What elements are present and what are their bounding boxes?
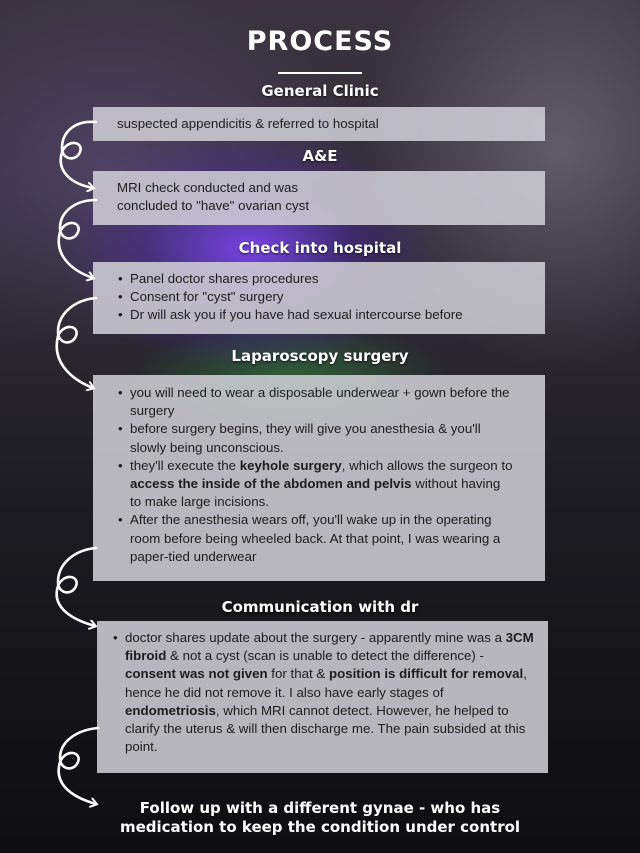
communication-text: for that &: [267, 666, 329, 682]
flow-arrow-3: [57, 298, 96, 388]
footer-line-2: medication to keep the condition under control: [119, 818, 521, 836]
laparoscopy-item-text: without having to make large incisions.: [130, 476, 501, 510]
position-emphasis: position is difficult for removal: [328, 666, 524, 682]
endometriosis-emphasis: endometriosis: [125, 702, 216, 718]
heading-communication: Communication with dr: [221, 598, 419, 616]
check-in-item: • Dr will ask you if you have had sexual intercourse before: [118, 306, 545, 324]
laparoscopy-item-text: they'll execute the: [130, 457, 240, 473]
check-in-item: • Panel doctor shares procedures: [118, 270, 545, 288]
fibroid-emphasis: 3CM fibroid: [125, 630, 534, 664]
flow-arrow-5: [59, 728, 98, 804]
flow-arrow-2: [59, 200, 96, 278]
communication-text: doctor shares update about the surgery - apparently mine was a: [125, 630, 506, 645]
flow-arrow-4: [57, 548, 96, 626]
heading-laparoscopy: Laparoscopy surgery: [231, 347, 409, 365]
flow-arrow-1: [61, 122, 96, 188]
communication-text: & not a cyst (scan is unable to detect the difference) -: [166, 648, 484, 664]
laparoscopy-item-text: , which allows the surgeon to: [341, 457, 513, 473]
page-title: PROCESS: [246, 26, 394, 57]
ae-line-2: concluded to "have" ovarian cyst: [117, 198, 310, 214]
laparoscopy-item: • After the anesthesia wears off, you'll wake up in the operating room before being wheeled back. At that point, I was wearing a paper-tied underwear: [118, 511, 515, 566]
check-in-item: • Consent for "cyst" surgery: [118, 288, 545, 306]
heading-check-in: Check into hospital: [238, 239, 402, 257]
communication-text: , which MRI cannot detect. However, he helped to clarify the uterus & will then discharge me. The pain subsided at this point.: [125, 702, 526, 755]
abdomen-pelvis-emphasis: access the inside of the abdomen and pelvis: [130, 476, 412, 492]
keyhole-surgery-emphasis: keyhole surgery: [239, 457, 342, 473]
heading-general-clinic: General Clinic: [261, 82, 379, 100]
consent-emphasis: consent was not given: [125, 666, 268, 682]
general-clinic-text: suspected appendicitis & referred to hospital: [117, 116, 379, 131]
footer-line-1: Follow up with a different gynae - who has: [139, 799, 501, 817]
ae-line-1: MRI check conducted and was: [117, 180, 299, 195]
laparoscopy-item: • before surgery begins, they will give you anesthesia & you'll slowly being unconscious.: [118, 420, 515, 456]
laparoscopy-item: • you will need to wear a disposable underwear + gown before the surgery: [118, 384, 515, 420]
heading-ae: A&E: [302, 147, 338, 165]
communication-text: , hence he did not remove it. I also have early stages of: [125, 666, 527, 700]
